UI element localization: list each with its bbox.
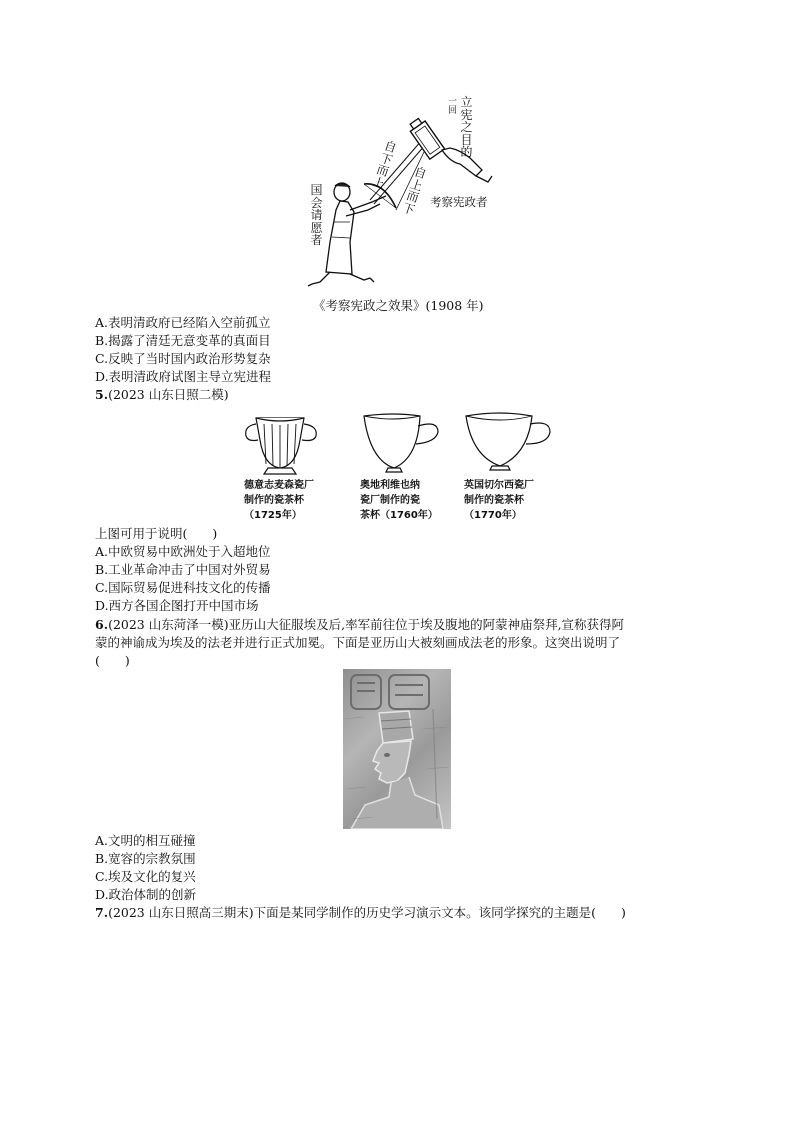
cup-caption-2 (360, 478, 438, 523)
q7-source: (2023 山东日照高三期末) (108, 905, 254, 920)
cup-1-line2: 制作的瓷茶杯 (244, 495, 304, 506)
cup-2-line2: 瓷厂制作的瓷 (360, 495, 420, 506)
cup-3-line3: （1770年） (464, 510, 522, 521)
q6-stem-line3: ( ) (95, 653, 130, 668)
cup-3-line2: 制作的瓷茶杯 (464, 495, 524, 506)
q5-stem: 上图可用于说明( ) (95, 526, 218, 541)
cartoon-caption: 《考察宪政之效果》(1908 年) (313, 298, 484, 313)
q5-option-a: A.中欧贸易中欧洲处于入超地位 (95, 544, 271, 559)
cup-1-line1: 德意志麦森瓷厂 (244, 480, 314, 491)
cup-figure-3 (462, 410, 554, 478)
q6-option-d: D.政治体制的创新 (95, 887, 197, 902)
goal-label-small: 一回 (447, 97, 457, 116)
examiner-label: 考察宪政者 (430, 195, 488, 209)
q6-option-c: C.埃及文化的复兴 (95, 869, 196, 884)
cup-caption-3 (464, 478, 534, 523)
cup-caption-1 (244, 478, 314, 523)
q4-option-d: D.表明清政府试图主导立宪进程 (95, 369, 272, 384)
q6-source: (2023 山东菏泽一模) (108, 617, 229, 632)
q7-number: 7. (95, 905, 109, 920)
cartoon-figure (300, 92, 510, 292)
q5-option-b: B.工业革命冲击了中国对外贸易 (95, 562, 271, 577)
q4-option-b: B.揭露了清廷无意变革的真面目 (95, 333, 271, 348)
cup-3-line1: 英国切尔西瓷厂 (464, 480, 534, 491)
q6-stem-line1: 亚历山大征服埃及后,率军前往位于埃及腹地的阿蒙神庙祭拜,宣称获得阿 (228, 617, 625, 632)
pharaoh-relief-image (343, 669, 451, 829)
q5-header (95, 387, 229, 403)
q5-option-d: D.西方各国企图打开中国市场 (95, 598, 259, 613)
q5-number: 5. (95, 387, 109, 402)
q6-option-b: B.宽容的宗教氛围 (95, 851, 196, 866)
cup-3-drawing (462, 410, 554, 478)
cup-figure-2 (358, 410, 448, 478)
cup-2-line3: 茶杯（1760年） (360, 510, 438, 521)
q6-stem-line2: 蒙的神谕成为埃及的法老并进行正式加冕。下面是亚历山大被刻画成法老的形象。这突出说明了 (95, 635, 621, 650)
cartoon-drawing (300, 92, 510, 292)
ray-down-label: 自上而下 (400, 164, 429, 218)
q5-source: (2023 山东日照二模) (108, 387, 229, 402)
q6-line1 (95, 617, 624, 633)
ray-up-label: 自下而上 (370, 138, 399, 192)
relief-drawing (343, 669, 451, 829)
q7-line (95, 905, 626, 921)
goal-label: 立宪之目的 (460, 95, 473, 159)
q7-stem: 下面是某同学制作的历史学习演示文本。该同学探究的主题是( ) (253, 905, 626, 920)
q4-option-c: C.反映了当时国内政治形势复杂 (95, 351, 271, 366)
q6-number: 6. (95, 617, 109, 632)
cup-1-line3: （1725年） (244, 510, 302, 521)
archer-label: 国会请愿者 (310, 183, 323, 247)
cup-1-drawing (242, 410, 322, 478)
cup-figure-1 (242, 410, 322, 478)
cup-2-drawing (358, 410, 448, 478)
q4-option-a: A.表明清政府已经陷入空前孤立 (95, 315, 271, 330)
cup-2-line1: 奥地利维也纳 (360, 480, 420, 491)
q6-option-a: A.文明的相互碰撞 (95, 833, 196, 848)
q5-option-c: C.国际贸易促进科技文化的传播 (95, 580, 271, 595)
